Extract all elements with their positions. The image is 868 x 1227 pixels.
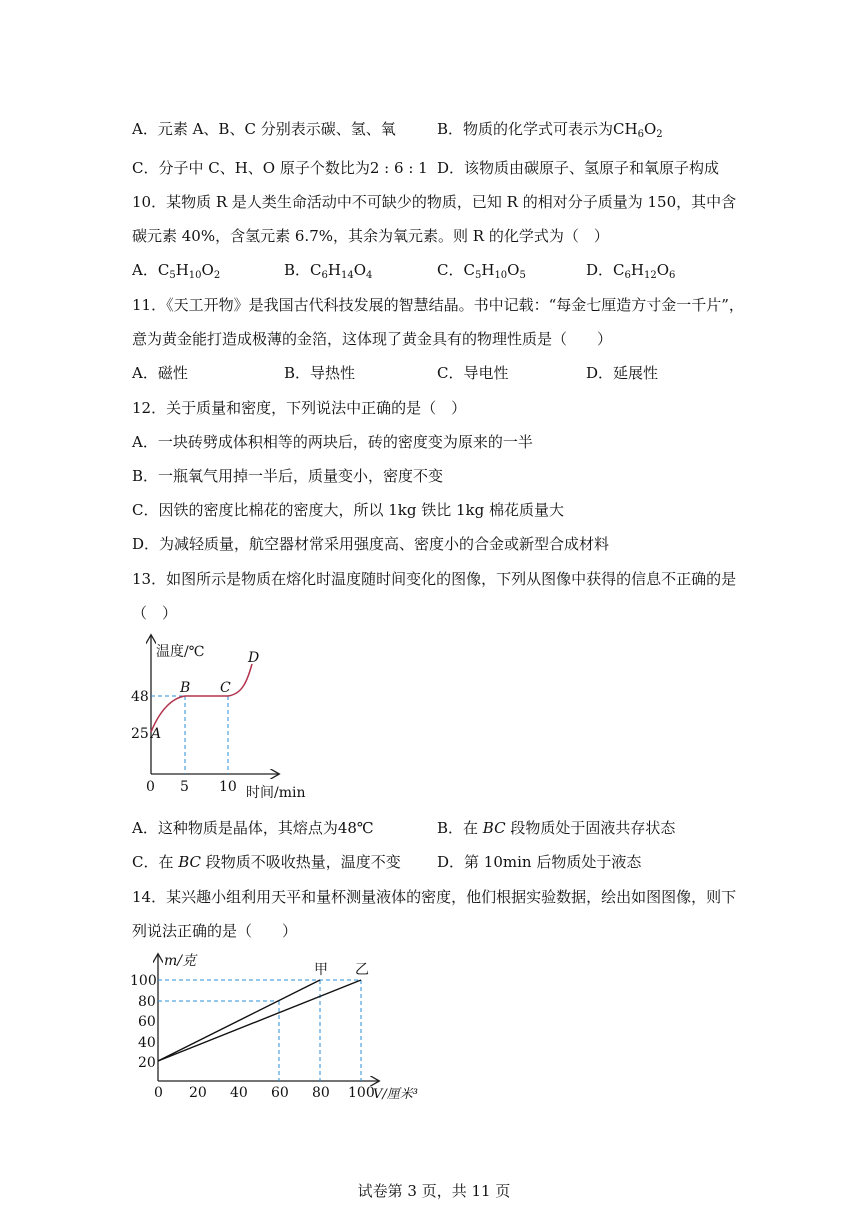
- q13-option-d: D．第 10min 后物质处于液态: [437, 853, 642, 871]
- point-a-label: A: [151, 726, 162, 742]
- series-yi-label: 乙: [355, 962, 369, 978]
- q13-stem-line1: 13．如图所示是物质在熔化时温度随时间变化的图像，下列从图像中获得的信息不正确的是: [132, 570, 737, 588]
- y-axis-label: 温度/℃: [156, 644, 205, 660]
- xtick-5: 5: [180, 779, 189, 795]
- q9-option-d: D．该物质由碳原子、氢原子和氧原子构成: [437, 159, 720, 177]
- q10-option-b: B．$C_6H_{14}O_4$: [284, 261, 373, 281]
- q9-option-a: A．元素 A、B、C 分别表示碳、氢、氧: [132, 120, 396, 138]
- point-d-label: D: [248, 650, 260, 666]
- ytick-25: 25: [131, 726, 149, 742]
- x-axis-label: 时间/min: [246, 785, 306, 801]
- point-c-label: C: [220, 680, 231, 696]
- curve-cd: [228, 664, 252, 696]
- q9-option-c: C．分子中 C、H、O 原子个数比为2 : 6 : 1: [132, 159, 428, 177]
- ytick-100: 100: [130, 973, 157, 989]
- q10-option-a: A．$C_5H_{10}O_2$: [132, 261, 221, 281]
- line-jia: [158, 980, 320, 1061]
- ytick-40: 40: [138, 1035, 156, 1051]
- q13-option-b: B．在 BC 段物质处于固液共存状态: [437, 819, 676, 837]
- q10-option-d: D．$C_6H_{12}O_6$: [586, 261, 676, 281]
- q11-option-b: B．导热性: [284, 364, 356, 382]
- ytick-80: 80: [138, 994, 156, 1010]
- xtick-80: 80: [312, 1085, 330, 1101]
- xtick-40: 40: [230, 1085, 248, 1101]
- q10-option-c: C．$C_5H_{10}O_5$: [437, 261, 526, 281]
- q11-option-d: D．延展性: [586, 364, 659, 382]
- xtick-10: 10: [219, 779, 237, 795]
- q13-stem-line2: （ ）: [132, 604, 178, 622]
- point-b-label: B: [180, 680, 191, 696]
- ytick-20: 20: [138, 1055, 156, 1071]
- ytick-60: 60: [138, 1014, 156, 1030]
- q11-stem-line2: 意为黄金能打造成极薄的金箔，这体现了黄金具有的物理性质是（ ）: [132, 330, 613, 348]
- xtick-0: 0: [154, 1085, 163, 1101]
- melting-chart: [130, 632, 330, 804]
- page-footer: 试卷第 3 页，共 11 页: [357, 1182, 511, 1200]
- ytick-48: 48: [131, 689, 149, 705]
- series-jia-label: 甲: [314, 962, 328, 978]
- q11-option-a: A．磁性: [132, 364, 188, 382]
- q12-option-d: D．为减轻质量，航空器材常采用强度高、密度小的合金或新型合成材料: [132, 535, 610, 553]
- q12-stem: 12．关于质量和密度，下列说法中正确的是（ ）: [132, 399, 467, 417]
- q12-option-c: C．因铁的密度比棉花的密度大，所以 1kg 铁比 1kg 棉花质量大: [132, 501, 565, 519]
- q12-option-a: A．一块砖劈成体积相等的两块后，砖的密度变为原来的一半: [132, 433, 533, 451]
- mass-volume-chart: [130, 950, 430, 1102]
- q12-option-b: B．一瓶氧气用掉一半后，质量变小，密度不变: [132, 467, 444, 485]
- q13-option-c: C．在 BC 段物质不吸收热量，温度不变: [132, 853, 401, 871]
- q13-option-a: A．这种物质是晶体，其熔点为48℃: [132, 819, 374, 837]
- xtick-100: 100: [348, 1085, 375, 1101]
- x-axis-label: V/厘米³: [373, 1087, 418, 1102]
- y-axis-label: m/克: [164, 953, 196, 969]
- xtick-20: 20: [189, 1085, 207, 1101]
- q9-option-b: B．物质的化学式可表示为$CH_6O_2$: [437, 120, 663, 140]
- q11-stem-line1: 11．《天工开物》是我国古代科技发展的智慧结晶。书中记载：“每金七厘造方寸金一千片”，: [132, 296, 744, 314]
- q10-stem-line1: 10．某物质 R 是人类生命活动中不可缺少的物质，已知 R 的相对分子质量为 150，其中含: [132, 193, 737, 211]
- q10-stem-line2: 碳元素 40%，含氢元素 6.7%，其余为氧元素。则 R 的化学式为（ ）: [132, 227, 609, 245]
- xtick-60: 60: [271, 1085, 289, 1101]
- q11-option-c: C．导电性: [437, 364, 509, 382]
- q14-stem-line2: 列说法正确的是（ ）: [132, 922, 298, 940]
- origin-label: 0: [146, 779, 155, 795]
- q14-stem-line1: 14．某兴趣小组利用天平和量杯测量液体的密度，他们根据实验数据，绘出如图图像，则下: [132, 888, 737, 906]
- line-yi: [158, 980, 361, 1061]
